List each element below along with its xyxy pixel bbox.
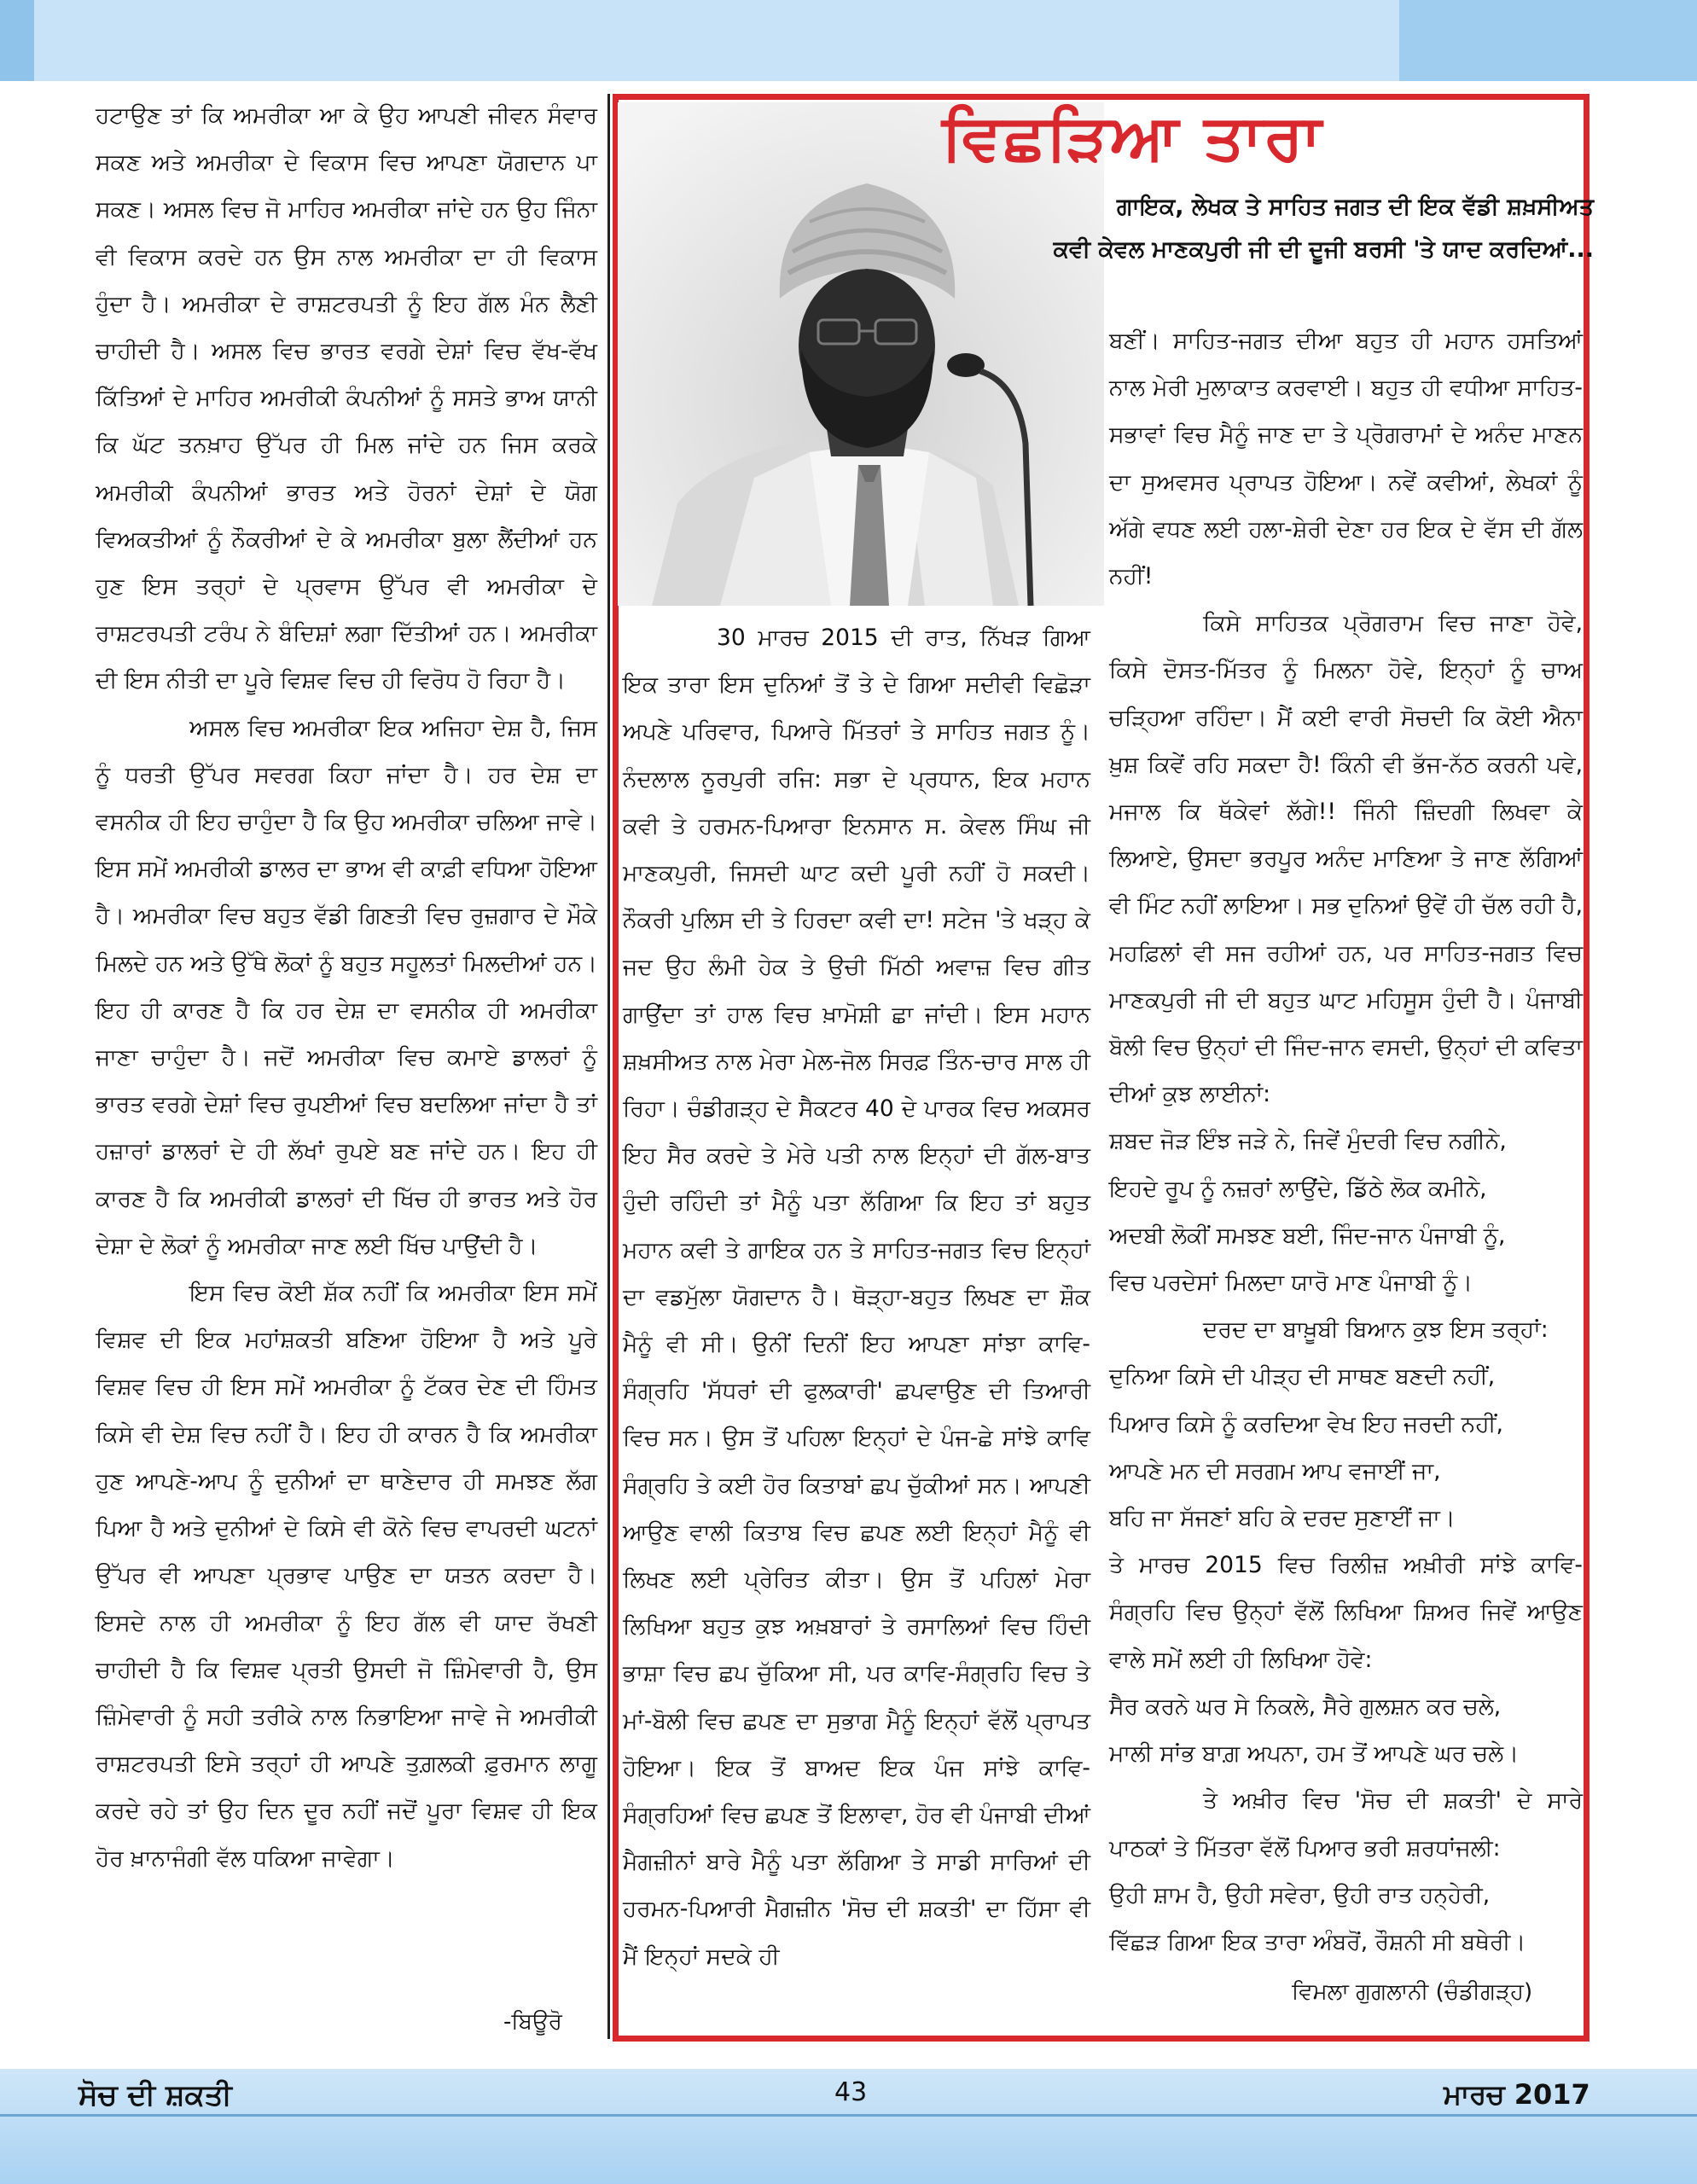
footer-issue-date: ਮਾਰਚ 2017 xyxy=(1444,2078,1590,2111)
portrait-illustration xyxy=(618,102,1104,606)
column-divider xyxy=(607,94,610,2039)
poem-1-line-1: ਸ਼ਬਦ ਜੋੜ ਇੰਝ ਜੜੇ ਨੇ, ਜਿਵੇਂ ਮੁੰਦਰੀ ਵਿਚ ਨਗੀਨੇ, xyxy=(1109,1128,1507,1155)
footer-page-number: 43 xyxy=(834,2077,868,2107)
poem-4-line-2: ਵਿੱਛੜ ਗਿਆ ਇਕ ਤਾਰਾ ਅੰਬਰੋਂ, ਰੌਸ਼ਨੀ ਸੀ ਬਥੇਰੀ। xyxy=(1109,1928,1526,1955)
poem-3-line-2: ਮਾਲੀ ਸਾਂਭ ਬਾਗ਼ ਅਪਨਾ, ਹਮ ਤੋਂ ਆਪਣੇ ਘਰ ਚਲੇ। xyxy=(1109,1740,1520,1768)
article-column-middle xyxy=(623,614,1090,1980)
poem-4-line-1: ਉਹੀ ਸ਼ਾਮ ਹੈ, ਉਹੀ ਸਵੇਰਾ, ਉਹੀ ਰਾਤ ਹਨ੍ਹੇਰੀ, xyxy=(1109,1881,1491,1908)
left-article xyxy=(96,92,597,1882)
poem-2-line-3: ਆਪਣੇ ਮਨ ਦੀ ਸਰਗਮ ਆਪ ਵਜਾਈਂ ਜਾ, xyxy=(1109,1457,1441,1484)
subtitle-line-1: ਗਾਇਕ, ਲੇਖਕ ਤੇ ਸਾਹਿਤ ਜਗਤ ਦੀ ਇਕ ਵੱਡੀ ਸ਼ਖ਼ਸੀਅਤ xyxy=(1116,194,1594,220)
right-paragraph-5: ਤੇ ਅਖ਼ੀਰ ਵਿਚ 'ਸੋਚ ਦੀ ਸ਼ਕਤੀ' ਦੇ ਸਾਰੇ ਪਾਠਕਾਂ ਤੇ ਮਿੱਤਰਾ ਵੱਲੋਂ ਪਿਆਰ ਭਰੀ ਸ਼ਰਧਾਂਜਲੀ: xyxy=(1109,1787,1583,1862)
poem-1-line-2: ਇਹਦੇ ਰੂਪ ਨੂੰ ਨਜ਼ਰਾਂ ਲਾਉਂਦੇ, ਡਿੱਠੇ ਲੋਕ ਕਮੀਨੇ, xyxy=(1109,1175,1487,1202)
article-column-right xyxy=(1109,317,1583,1966)
subtitle-line-2: ਕਵੀ ਕੇਵਲ ਮਾਣਕਪੁਰੀ ਜੀ ਦੀ ਦੂਜੀ ਬਰਸੀ 'ਤੇ ਯਾਦ ਕਰਦਿਆਂ... xyxy=(1053,236,1594,263)
poem-2-line-2: ਪਿਆਰ ਕਿਸੇ ਨੂੰ ਕਰਦਿਆ ਵੇਖ ਇਹ ਜਰਦੀ ਨਹੀਂ, xyxy=(1109,1410,1503,1438)
poem-2-line-4: ਬਹਿ ਜਾ ਸੱਜਣਾਂ ਬਹਿ ਕੇ ਦਰਦ ਸੁਣਾਈਂ ਜਾ। xyxy=(1109,1505,1456,1532)
poem-1-line-3: ਅਦਬੀ ਲੋਕੀਂ ਸਮਝਣ ਬਈ, ਜਿੰਦ-ਜਾਨ ਪੰਜਾਬੀ ਨੂੰ, xyxy=(1109,1222,1506,1249)
right-paragraph-3: ਦਰਦ ਦਾ ਬਾਖ਼ੂਬੀ ਬਿਆਨ ਕੁਝ ਇਸ ਤਰ੍ਹਾਂ: xyxy=(1203,1316,1549,1344)
author-signature: ਵਿਮਲਾ ਗੁਗਲਾਨੀ (ਚੰਡੀਗੜ੍ਹ) xyxy=(1292,1979,1533,2005)
bureau-signature: -ਬਿਊਰੋ xyxy=(503,2009,562,2035)
portrait-photo xyxy=(618,102,1104,606)
middle-paragraph-1: 30 ਮਾਰਚ 2015 ਦੀ ਰਾਤ, ਨਿੱਖੜ ਗਿਆ ਇਕ ਤਾਰਾ ਇਸ ਦੁਨਿਆਂ ਤੋਂ ਤੇ ਦੇ ਗਿਆ ਸਦੀਵੀ ਵਿਛੋੜਾ ਅਪਣੇ ਪਰਿਵਾਰ, ਪਿਆਰੇ ਮਿੱਤਰਾਂ ਤੇ ਸਾਹਿਤ ਜਗਤ ਨੂੰ। ਨੰਦਲਾਲ ਨੂਰਪੁਰੀ ਰਜਿ: ਸਭਾ ਦੇ ਪ੍ਰਧਾਨ, ਇਕ ਮਹਾਨ ਕਵੀ ਤੇ ਹਰਮਨ-ਪਿਆਰਾ ਇਨਸਾਨ ਸ. ਕੇਵਲ ਸਿੰਘ ਜੀ ਮਾਣਕਪੁਰੀ, ਜਿਸਦੀ ਘਾਟ ਕਦੀ ਪੂਰੀ ਨਹੀਂ ਹੋ ਸਕਦੀ। ਨੌਕਰੀ ਪੁਲਿਸ ਦੀ ਤੇ ਹਿਰਦਾ ਕਵੀ ਦਾ! ਸਟੇਜ 'ਤੇ ਖੜ੍ਹ ਕੇ ਜਦ ਉਹ ਲੰਮੀ ਹੇਕ ਤੇ ਉਚੀ ਮਿੱਠੀ ਅਵਾਜ਼ ਵਿਚ ਗੀਤ ਗਾਉਂਦਾ ਤਾਂ ਹਾਲ ਵਿਚ ਖ਼ਾਮੋਸ਼ੀ ਛਾ ਜਾਂਦੀ। ਇਸ ਮਹਾਨ ਸ਼ਖ਼ਸੀਅਤ ਨਾਲ ਮੇਰਾ ਮੇਲ-ਜੋਲ ਸਿਰਫ਼ ਤਿੰਨ-ਚਾਰ ਸਾਲ ਹੀ ਰਿਹਾ। ਚੰਡੀਗੜ੍ਹ ਦੇ ਸੈਕਟਰ 40 ਦੇ ਪਾਰਕ ਵਿਚ ਅਕਸਰ ਇਹ ਸੈਰ ਕਰਦੇ ਤੇ ਮੇਰੇ ਪਤੀ ਨਾਲ ਇਨ੍ਹਾਂ ਦੀ ਗੱਲ-ਬਾਤ ਹੁੰਦੀ ਰਹਿੰਦੀ ਤਾਂ ਮੈਨੂੰ ਪਤਾ ਲੱਗਿਆ ਕਿ ਇਹ ਤਾਂ ਬਹੁਤ ਮਹਾਨ ਕਵੀ ਤੇ ਗਾਇਕ ਹਨ ਤੇ ਸਾਹਿਤ-ਜਗਤ ਵਿਚ ਇਨ੍ਹਾਂ ਦਾ ਵਡਮੁੱਲਾ ਯੋਗਦਾਨ ਹੈ। ਥੋੜ੍ਹਾ-ਬਹੁਤ ਲਿਖਣ ਦਾ ਸ਼ੌਕ ਮੈਨੂੰ ਵੀ ਸੀ। ਉਨੀਂ ਦਿਨੀਂ ਇਹ ਆਪਣਾ ਸਾਂਝਾ ਕਾਵਿ-ਸੰਗ੍ਰਹਿ 'ਸੱਧਰਾਂ ਦੀ ਫੁਲਕਾਰੀ' ਛਪਵਾਉਣ ਦੀ ਤਿਆਰੀ ਵਿਚ ਸਨ। ਉਸ ਤੋਂ ਪਹਿਲਾ ਇਨ੍ਹਾਂ ਦੇ ਪੰਜ-ਛੇ ਸਾਂਝੇ ਕਾਵਿ ਸੰਗ੍ਰਹਿ ਤੇ ਕਈ ਹੋਰ ਕਿਤਾਬਾਂ ਛਪ ਚੁੱਕੀਆਂ ਸਨ। ਆਪਣੀ ਆਉਣ ਵਾਲੀ ਕਿਤਾਬ ਵਿਚ ਛਪਣ ਲਈ ਇਨ੍ਹਾਂ ਮੈਨੂੰ ਵੀ ਲਿਖਣ ਲਈ ਪ੍ਰੇਰਿਤ ਕੀਤਾ। ਉਸ ਤੋਂ ਪਹਿਲਾਂ ਮੇਰਾ ਲਿਖਿਆ ਬਹੁਤ ਕੁਝ ਅਖ਼ਬਾਰਾਂ ਤੇ ਰਸਾਲਿਆਂ ਵਿਚ ਹਿੰਦੀ ਭਾਸ਼ਾ ਵਿਚ ਛਪ ਚੁੱਕਿਆ ਸੀ, ਪਰ ਕਾਵਿ-ਸੰਗ੍ਰਹਿ ਵਿਚ ਤੇ ਮਾਂ-ਬੋਲੀ ਵਿਚ ਛਪਣ ਦਾ ਸੁਭਾਗ ਮੈਨੂੰ ਇਨ੍ਹਾਂ ਵੱਲੋਂ ਪ੍ਰਾਪਤ ਹੋਇਆ। ਇਕ ਤੋਂ ਬਾਅਦ ਇਕ ਪੰਜ ਸਾਂਝੇ ਕਾਵਿ-ਸੰਗ੍ਰਹਿਆਂ ਵਿਚ ਛਪਣ ਤੋਂ ਇਲਾਵਾ, ਹੋਰ ਵੀ ਪੰਜਾਬੀ ਦੀਆਂ ਮੈਗਜ਼ੀਨਾਂ ਬਾਰੇ ਮੈਨੂੰ ਪਤਾ ਲੱਗਿਆ ਤੇ ਸਾਡੀ ਸਾਰਿਆਂ ਦੀ ਹਰਮਨ-ਪਿਆਰੀ ਮੈਗਜ਼ੀਨ 'ਸੋਚ ਦੀ ਸ਼ਕਤੀ' ਦਾ ਹਿੱਸਾ ਵੀ ਮੈਂ ਇਨ੍ਹਾਂ ਸਦਕੇ ਹੀ xyxy=(623,624,1090,1970)
poem-1-line-4: ਵਿਚ ਪਰਦੇਸਾਂ ਮਿਲਦਾ ਯਾਰੋ ਮਾਣ ਪੰਜਾਬੀ ਨੂੰ। xyxy=(1109,1269,1473,1297)
left-paragraph-3: ਇਸ ਵਿਚ ਕੋਈ ਸ਼ੱਕ ਨਹੀਂ ਕਿ ਅਮਰੀਕਾ ਇਸ ਸਮੇਂ ਵਿਸ਼ਵ ਦੀ ਇਕ ਮਹਾਂਸ਼ਕਤੀ ਬਣਿਆ ਹੋਇਆ ਹੈ ਅਤੇ ਪੂਰੇ ਵਿਸ਼ਵ ਵਿਚ ਹੀ ਇਸ ਸਮੇਂ ਅਮਰੀਕਾ ਨੂੰ ਟੱਕਰ ਦੇਣ ਦੀ ਹਿੰਮਤ ਕਿਸੇ ਵੀ ਦੇਸ਼ ਵਿਚ ਨਹੀਂ ਹੈ। ਇਹ ਹੀ ਕਾਰਨ ਹੈ ਕਿ ਅਮਰੀਕਾ ਹੁਣ ਆਪਣੇ-ਆਪ ਨੂੰ ਦੁਨੀਆਂ ਦਾ ਥਾਣੇਦਾਰ ਹੀ ਸਮਝਣ ਲੱਗ ਪਿਆ ਹੈ ਅਤੇ ਦੁਨੀਆਂ ਦੇ ਕਿਸੇ ਵੀ ਕੋਨੇ ਵਿਚ ਵਾਪਰਦੀ ਘਟਨਾਂ ਉੱਪਰ ਵੀ ਆਪਣਾ ਪ੍ਰਭਾਵ ਪਾਉਣ ਦਾ ਯਤਨ ਕਰਦਾ ਹੈ। ਇਸਦੇ ਨਾਲ ਹੀ ਅਮਰੀਕਾ ਨੂੰ ਇਹ ਗੱਲ ਵੀ ਯਾਦ ਰੱਖਣੀ ਚਾਹੀਦੀ ਹੈ ਕਿ ਵਿਸ਼ਵ ਪ੍ਰਤੀ ਉਸਦੀ ਜੋ ਜ਼ਿੰਮੇਵਾਰੀ ਹੈ, ਉਸ ਜ਼ਿੰਮੇਵਾਰੀ ਨੂੰ ਸਹੀ ਤਰੀਕੇ ਨਾਲ ਨਿਭਾਇਆ ਜਾਵੇ ਜੇ ਅਮਰੀਕੀ ਰਾਸ਼ਟਰਪਤੀ ਇਸੇ ਤਰ੍ਹਾਂ ਹੀ ਆਪਣੇ ਤੁਗ਼ਲਕੀ ਫ਼ੁਰਮਾਨ ਲਾਗੂ ਕਰਦੇ ਰਹੇ ਤਾਂ ਉਹ ਦਿਨ ਦੂਰ ਨਹੀਂ ਜਦੋਂ ਪੂਰਾ ਵਿਸ਼ਵ ਹੀ ਇਕ ਹੋਰ ਖ਼ਾਨਾਜੰਗੀ ਵੱਲ ਧਕਿਆ ਜਾਵੇਗਾ। xyxy=(96,1280,597,1872)
poem-2-line-1: ਦੁਨਿਆ ਕਿਸੇ ਦੀ ਪੀੜ੍ਹ ਦੀ ਸਾਥਣ ਬਣਦੀ ਨਹੀਂ, xyxy=(1109,1363,1496,1391)
footer-rule xyxy=(0,2114,1697,2117)
right-paragraph-2: ਕਿਸੇ ਸਾਹਿਤਕ ਪ੍ਰੋਗਰਾਮ ਵਿਚ ਜਾਣਾ ਹੋਵੇ, ਕਿਸੇ ਦੋਸਤ-ਮਿੱਤਰ ਨੂੰ ਮਿਲਨਾ ਹੋਵੇ, ਇਨ੍ਹਾਂ ਨੂੰ ਚਾਅ ਚੜ੍ਹਿਆ ਰਹਿੰਦਾ। ਮੈਂ ਕਈ ਵਾਰੀ ਸੋਚਦੀ ਕਿ ਕੋਈ ਐਨਾ ਖ਼ੁਸ਼ ਕਿਵੇਂ ਰਹਿ ਸਕਦਾ ਹੈ! ਕਿੰਨੀ ਵੀ ਭੱਜ-ਨੱਠ ਕਰਨੀ ਪਵੇ, ਮਜਾਲ ਕਿ ਥੱਕੇਵਾਂ ਲੱਗੇ!! ਜਿੰਨੀ ਜ਼ਿੰਦਗੀ ਲਿਖਵਾ ਕੇ ਲਿਆਏ, ਉਸਦਾ ਭਰਪੂਰ ਅਨੰਦ ਮਾਣਿਆ ਤੇ ਜਾਣ ਲੱਗਿਆਂ ਵੀ ਮਿੰਟ ਨਹੀਂ ਲਾਇਆ। ਸਭ ਦੁਨਿਆਂ ਉਵੇਂ ਹੀ ਚੱਲ ਰਹੀ ਹੈ, ਮਹਫ਼ਿਲਾਂ ਵੀ ਸਜ ਰਹੀਆਂ ਹਨ, ਪਰ ਸਾਹਿਤ-ਜਗਤ ਵਿਚ ਮਾਣਕਪੁਰੀ ਜੀ ਦੀ ਬਹੁਤ ਘਾਟ ਮਹਿਸੂਸ ਹੁੰਦੀ ਹੈ। ਪੰਜਾਬੀ ਬੋਲੀ ਵਿਚ ਉਨ੍ਹਾਂ ਦੀ ਜਿੰਦ-ਜਾਨ ਵਸਦੀ, ਉਨ੍ਹਾਂ ਦੀ ਕਵਿਤਾ ਦੀਆਂ ਕੁਝ ਲਾਈਨਾਂ: xyxy=(1109,610,1583,1108)
article-title: ਵਿਛੜਿਆ ਤਾਰਾ xyxy=(942,101,1323,174)
top-band xyxy=(0,0,1697,81)
article-subtitle xyxy=(945,186,1594,271)
left-paragraph-2: ਅਸਲ ਵਿਚ ਅਮਰੀਕਾ ਇਕ ਅਜਿਹਾ ਦੇਸ਼ ਹੈ, ਜਿਸ ਨੂੰ ਧਰਤੀ ਉੱਪਰ ਸਵਰਗ ਕਿਹਾ ਜਾਂਦਾ ਹੈ। ਹਰ ਦੇਸ਼ ਦਾ ਵਸਨੀਕ ਹੀ ਇਹ ਚਾਹੁੰਦਾ ਹੈ ਕਿ ਉਹ ਅਮਰੀਕਾ ਚਲਿਆ ਜਾਵੇ। ਇਸ ਸਮੇਂ ਅਮਰੀਕੀ ਡਾਲਰ ਦਾ ਭਾਅ ਵੀ ਕਾਫ਼ੀ ਵਧਿਆ ਹੋਇਆ ਹੈ। ਅਮਰੀਕਾ ਵਿਚ ਬਹੁਤ ਵੱਡੀ ਗਿਣਤੀ ਵਿਚ ਰੁਜ਼ਗਾਰ ਦੇ ਮੌਕੇ ਮਿਲਦੇ ਹਨ ਅਤੇ ਉੱਥੇ ਲੋਕਾਂ ਨੂੰ ਬਹੁਤ ਸਹੂਲਤਾਂ ਮਿਲਦੀਆਂ ਹਨ। ਇਹ ਹੀ ਕਾਰਣ ਹੈ ਕਿ ਹਰ ਦੇਸ਼ ਦਾ ਵਸਨੀਕ ਹੀ ਅਮਰੀਕਾ ਜਾਣਾ ਚਾਹੁੰਦਾ ਹੈ। ਜਦੋਂ ਅਮਰੀਕਾ ਵਿਚ ਕਮਾਏ ਡਾਲਰਾਂ ਨੂੰ ਭਾਰਤ ਵਰਗੇ ਦੇਸ਼ਾਂ ਵਿਚ ਰੁਪਈਆਂ ਵਿਚ ਬਦਲਿਆ ਜਾਂਦਾ ਹੈ ਤਾਂ ਹਜ਼ਾਰਾਂ ਡਾਲਰਾਂ ਦੇ ਹੀ ਲੱਖਾਂ ਰੁਪਏ ਬਣ ਜਾਂਦੇ ਹਨ। ਇਹ ਹੀ ਕਾਰਣ ਹੈ ਕਿ ਅਮਰੀਕੀ ਡਾਲਰਾਂ ਦੀ ਖਿੱਚ ਹੀ ਭਾਰਤ ਅਤੇ ਹੋਰ ਦੇਸ਼ਾ ਦੇ ਲੋਕਾਂ ਨੂੰ ਅਮਰੀਕਾ ਜਾਣ ਲਈ ਖਿੱਚ ਪਾਉਂਦੀ ਹੈ। xyxy=(96,714,597,1259)
footer-magazine-name: ਸੋਚ ਦੀ ਸ਼ਕਤੀ xyxy=(78,2078,232,2112)
right-paragraph-4: ਤੇ ਮਾਰਚ 2015 ਵਿਚ ਰਿਲੀਜ਼ ਅਖ਼ੀਰੀ ਸਾਂਝੇ ਕਾਵਿ-ਸੰਗ੍ਰਹਿ ਵਿਚ ਉਨ੍ਹਾਂ ਵੱਲੋਂ ਲਿਖਿਆ ਸ਼ਿਅਰ ਜਿਵੇਂ ਆਉਣ ਵਾਲੇ ਸਮੇਂ ਲਈ ਹੀ ਲਿਖਿਆ ਹੋਵੇ: xyxy=(1109,1552,1583,1673)
right-paragraph-1: ਬਣੀਂ। ਸਾਹਿਤ-ਜਗਤ ਦੀਆ ਬਹੁਤ ਹੀ ਮਹਾਨ ਹਸਤਿਆਂ ਨਾਲ ਮੇਰੀ ਮੁਲਾਕਾਤ ਕਰਵਾਈ। ਬਹੁਤ ਹੀ ਵਧੀਆ ਸਾਹਿਤ-ਸਭਾਵਾਂ ਵਿਚ ਮੈਨੂੰ ਜਾਣ ਦਾ ਤੇ ਪ੍ਰੋਗਰਾਮਾਂ ਦੇ ਅਨੰਦ ਮਾਣਨ ਦਾ ਸੁਅਵਸਰ ਪ੍ਰਾਪਤ ਹੋਇਆ। ਨਵੇਂ ਕਵੀਆਂ, ਲੇਖਕਾਂ ਨੂੰ ਅੱਗੇ ਵਧਣ ਲਈ ਹਲਾ-ਸ਼ੇਰੀ ਦੇਣਾ ਹਰ ਇਕ ਦੇ ਵੱਸ ਦੀ ਗੱਲ ਨਹੀਂ! xyxy=(1109,328,1583,590)
poem-3-line-1: ਸੈਰ ਕਰਨੇ ਘਰ ਸੇ ਨਿਕਲੇ, ਸੈਰੇ ਗੁਲਸ਼ਨ ਕਰ ਚਲੇ, xyxy=(1109,1693,1502,1720)
left-paragraph-1: ਹਟਾਉਣ ਤਾਂ ਕਿ ਅਮਰੀਕਾ ਆ ਕੇ ਉਹ ਆਪਣੀ ਜੀਵਨ ਸੰਵਾਰ ਸਕਣ ਅਤੇ ਅਮਰੀਕਾ ਦੇ ਵਿਕਾਸ ਵਿਚ ਆਪਣਾ ਯੋਗਦਾਨ ਪਾ ਸਕਣ। ਅਸਲ ਵਿਚ ਜੋ ਮਾਹਿਰ ਅਮਰੀਕਾ ਜਾਂਦੇ ਹਨ ਉਹ ਜਿੰਨਾ ਵੀ ਵਿਕਾਸ ਕਰਦੇ ਹਨ ਉਸ ਨਾਲ ਅਮਰੀਕਾ ਦਾ ਹੀ ਵਿਕਾਸ ਹੁੰਦਾ ਹੈ। ਅਮਰੀਕਾ ਦੇ ਰਾਸ਼ਟਰਪਤੀ ਨੂੰ ਇਹ ਗੱਲ ਮੰਨ ਲੈਣੀ ਚਾਹੀਦੀ ਹੈ। ਅਸਲ ਵਿਚ ਭਾਰਤ ਵਰਗੇ ਦੇਸ਼ਾਂ ਵਿਚ ਵੱਖ-ਵੱਖ ਕਿੱਤਿਆਂ ਦੇ ਮਾਹਿਰ ਅਮਰੀਕੀ ਕੰਪਨੀਆਂ ਨੂੰ ਸਸਤੇ ਭਾਅ ਯਾਨੀ ਕਿ ਘੱਟ ਤਨਖ਼ਾਹ ਉੱਪਰ ਹੀ ਮਿਲ ਜਾਂਦੇ ਹਨ ਜਿਸ ਕਰਕੇ ਅਮਰੀਕੀ ਕੰਪਨੀਆਂ ਭਾਰਤ ਅਤੇ ਹੋਰਨਾਂ ਦੇਸ਼ਾਂ ਦੇ ਯੋਗ ਵਿਅਕਤੀਆਂ ਨੂੰ ਨੌਕਰੀਆਂ ਦੇ ਕੇ ਅਮਰੀਕਾ ਬੁਲਾ ਲੈਂਦੀਆਂ ਹਨ ਹੁਣ ਇਸ ਤਰ੍ਹਾਂ ਦੇ ਪ੍ਰਵਾਸ ਉੱਪਰ ਵੀ ਅਮਰੀਕਾ ਦੇ ਰਾਸ਼ਟਰਪਤੀ ਟਰੰਪ ਨੇ ਬੰਦਿਸ਼ਾਂ ਲਗਾ ਦਿੱਤੀਆਂ ਹਨ। ਅਮਰੀਕਾ ਦੀ ਇਸ ਨੀਤੀ ਦਾ ਪੂਰੇ ਵਿਸ਼ਵ ਵਿਚ ਹੀ ਵਿਰੋਧ ਹੋ ਰਿਹਾ ਹੈ। xyxy=(96,102,597,694)
